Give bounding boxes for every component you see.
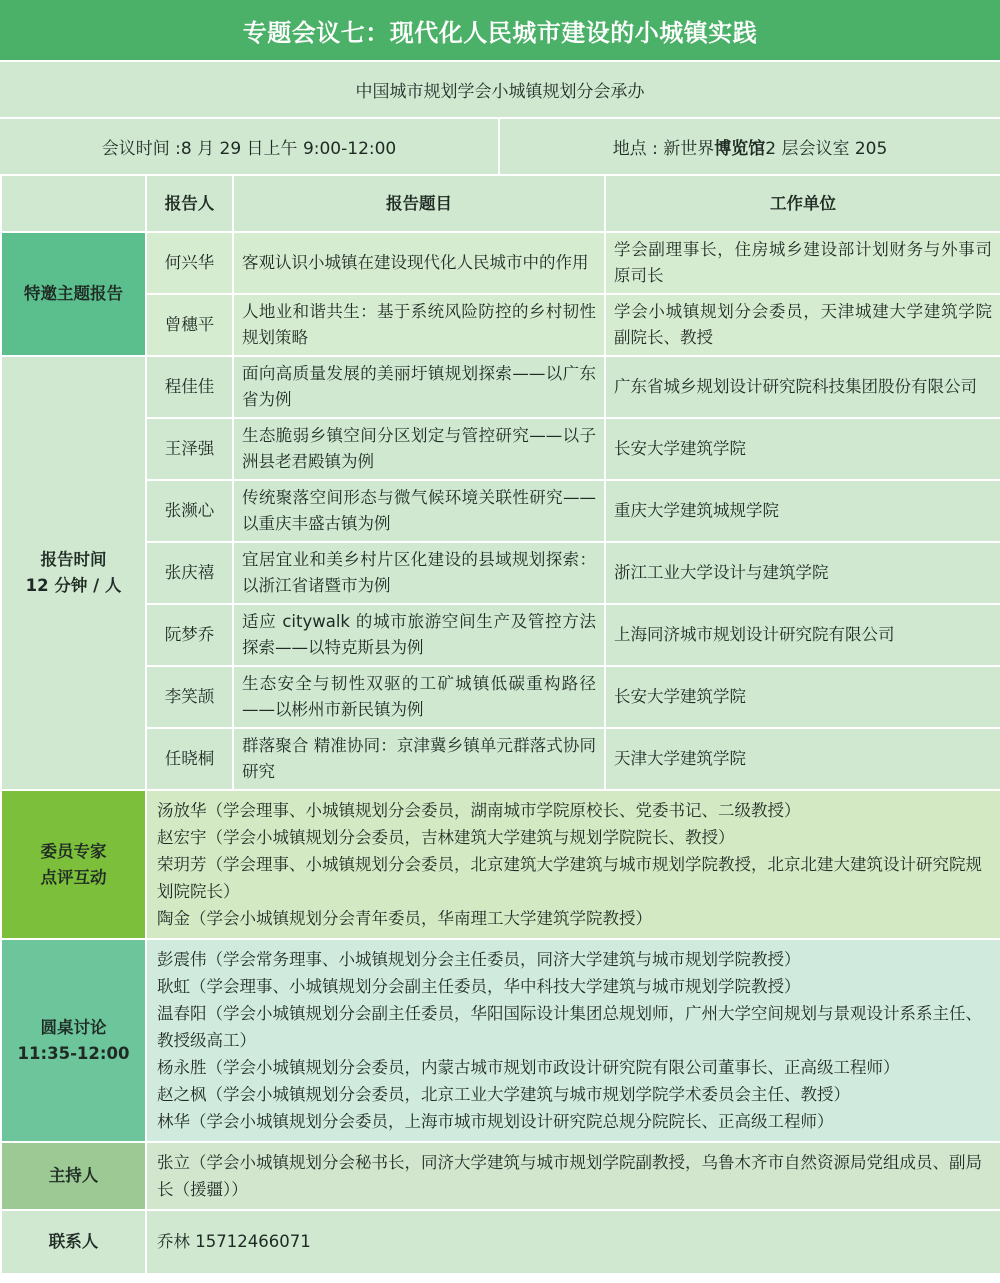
speaker-unit: 浙江工业大学设计与建筑学院: [605, 542, 1000, 604]
speaker-unit: 学会小城镇规划分会委员，天津城建大学建筑学院副院长、教授: [605, 294, 1000, 356]
report-topic: 传统聚落空间形态与微气候环境关联性研究——以重庆丰盛古镇为例: [233, 480, 605, 542]
report-topic: 适应 citywalk 的城市旅游空间生产及管控方法探索——以特克斯县为例: [233, 604, 605, 666]
speaker-name: 张庆禧: [146, 542, 233, 604]
report-topic: 客观认识小城镇在建设现代化人民城市中的作用: [233, 232, 605, 294]
speaker-name: 王泽强: [146, 418, 233, 480]
category-report-line2: 12 分钟 / 人: [25, 576, 122, 595]
info-row: [0, 119, 1000, 174]
speaker-name: 张濒心: [146, 480, 233, 542]
meeting-time: 会议时间 :8 月 29 日上午 9:00-12:00: [0, 119, 498, 174]
place-venue: 博览馆: [714, 139, 766, 159]
table-row: [1, 294, 1000, 356]
category-experts-line1: 委员专家: [40, 841, 107, 861]
agenda-table: [0, 174, 1000, 1275]
place-prefix: 地点 : 新世界: [612, 139, 715, 159]
list-item: 彭震伟（学会常务理事、小城镇规划分会主任委员，同济大学建筑与城市规划学院教授）: [157, 950, 801, 969]
table-row-roundtable: [1, 939, 1000, 1142]
speaker-unit: 重庆大学建筑城规学院: [605, 480, 1000, 542]
contact-value: 乔林 15712466071: [146, 1210, 1000, 1274]
speaker-name: 何兴华: [146, 232, 233, 294]
speaker-name: 曾穗平: [146, 294, 233, 356]
speaker-unit: 天津大学建筑学院: [605, 728, 1000, 790]
list-item: 林华（学会小城镇规划分会委员，上海市城市规划设计研究院总规分院院长、正高级工程师）: [157, 1112, 834, 1131]
table-row-experts: [1, 790, 1000, 939]
list-item: 赵宏宇（学会小城镇规划分会委员，吉林建筑大学建筑与规划学院院长、教授）: [157, 828, 735, 847]
table-row: [1, 232, 1000, 294]
list-item: 荣玥芳（学会理事、小城镇规划分会委员，北京建筑大学建筑与城市规划学院教授，北京北建大建筑设计研究院规划院院长）: [157, 855, 982, 901]
list-item: 温春阳（学会小城镇规划分会副主任委员，华阳国际设计集团总规划师，广州大学空间规划与景观设计系系主任、教授级高工）: [157, 1004, 982, 1050]
category-contact: 联系人: [1, 1210, 146, 1274]
list-item: 汤放华（学会理事、小城镇规划分会委员，湖南城市学院原校长、党委书记、二级教授）: [157, 801, 801, 820]
table-header: [1, 175, 1000, 232]
category-report-line1: 报告时间: [40, 550, 107, 569]
host-value: 张立（学会小城镇规划分会秘书长，同济大学建筑与城市规划学院副教授，乌鲁木齐市自然资源局党组成员、副局长（援疆））: [157, 1153, 982, 1199]
organizer-text: 中国城市规划学会小城镇规划分会承办: [0, 62, 1000, 117]
header-topic: 报告题目: [233, 175, 605, 232]
table-row: [1, 728, 1000, 790]
table-row: [1, 666, 1000, 728]
experts-list: [146, 790, 1000, 939]
speaker-name: 李笑颉: [146, 666, 233, 728]
table-row-host: [1, 1142, 1000, 1210]
list-item: 赵之枫（学会小城镇规划分会委员，北京工业大学建筑与城市规划学院学术委员会主任、教授）: [157, 1085, 850, 1104]
speaker-name: 程佳佳: [146, 356, 233, 418]
speaker-unit: 学会副理事长，住房城乡建设部计划财务与外事司原司长: [605, 232, 1000, 294]
place-suffix: 2 层会议室 205: [765, 139, 888, 159]
report-topic: 生态安全与韧性双驱的工矿城镇低碳重构路径——以彬州市新民镇为例: [233, 666, 605, 728]
report-topic: 群落聚合 精准协同：京津冀乡镇单元群落式协同研究: [233, 728, 605, 790]
report-topic: 生态脆弱乡镇空间分区划定与管控研究——以子洲县老君殿镇为例: [233, 418, 605, 480]
roundtable-list: [146, 939, 1000, 1142]
meeting-place: [500, 119, 1000, 174]
list-item: 耿虹（学会理事、小城镇规划分会副主任委员，华中科技大学建筑与城市规划学院教授）: [157, 977, 801, 996]
host-text: [146, 1142, 1000, 1210]
speaker-name: 阮梦乔: [146, 604, 233, 666]
category-round-line1: 圆桌讨论: [40, 1017, 107, 1037]
category-experts: [1, 790, 146, 939]
table-row: [1, 480, 1000, 542]
category-experts-line2: 点评互动: [40, 867, 107, 887]
list-item: 陶金（学会小城镇规划分会青年委员，华南理工大学建筑学院教授）: [157, 909, 652, 928]
report-topic: 人地业和谐共生：基于系统风险防控的乡村韧性规划策略: [233, 294, 605, 356]
speaker-unit: 广东省城乡规划设计研究院科技集团股份有限公司: [605, 356, 1000, 418]
header-unit: 工作单位: [605, 175, 1000, 232]
list-item: 杨永胜（学会小城镇规划分会委员，内蒙古城市规划市政设计研究院有限公司董事长、正高级工程师）: [157, 1058, 900, 1077]
speaker-unit: 长安大学建筑学院: [605, 418, 1000, 480]
category-roundtable: [1, 939, 146, 1142]
table-row: [1, 542, 1000, 604]
category-invited: 特邀主题报告: [1, 232, 146, 356]
speaker-name: 任晓桐: [146, 728, 233, 790]
speaker-unit: 上海同济城市规划设计研究院有限公司: [605, 604, 1000, 666]
report-topic: 面向高质量发展的美丽圩镇规划探索——以广东省为例: [233, 356, 605, 418]
category-host: 主持人: [1, 1142, 146, 1210]
header-speaker: 报告人: [146, 175, 233, 232]
page-title: 专题会议七：现代化人民城市建设的小城镇实践: [0, 0, 1000, 60]
table-row: [1, 604, 1000, 666]
header-blank: [1, 175, 146, 232]
speaker-unit: 长安大学建筑学院: [605, 666, 1000, 728]
category-report-time: [1, 356, 146, 790]
table-row: [1, 356, 1000, 418]
table-row-contact: [1, 1210, 1000, 1274]
report-topic: 宜居宜业和美乡村片区化建设的县域规划探索：以浙江省诸暨市为例: [233, 542, 605, 604]
table-row: [1, 418, 1000, 480]
category-round-line2: 11:35-12:00: [17, 1043, 130, 1063]
